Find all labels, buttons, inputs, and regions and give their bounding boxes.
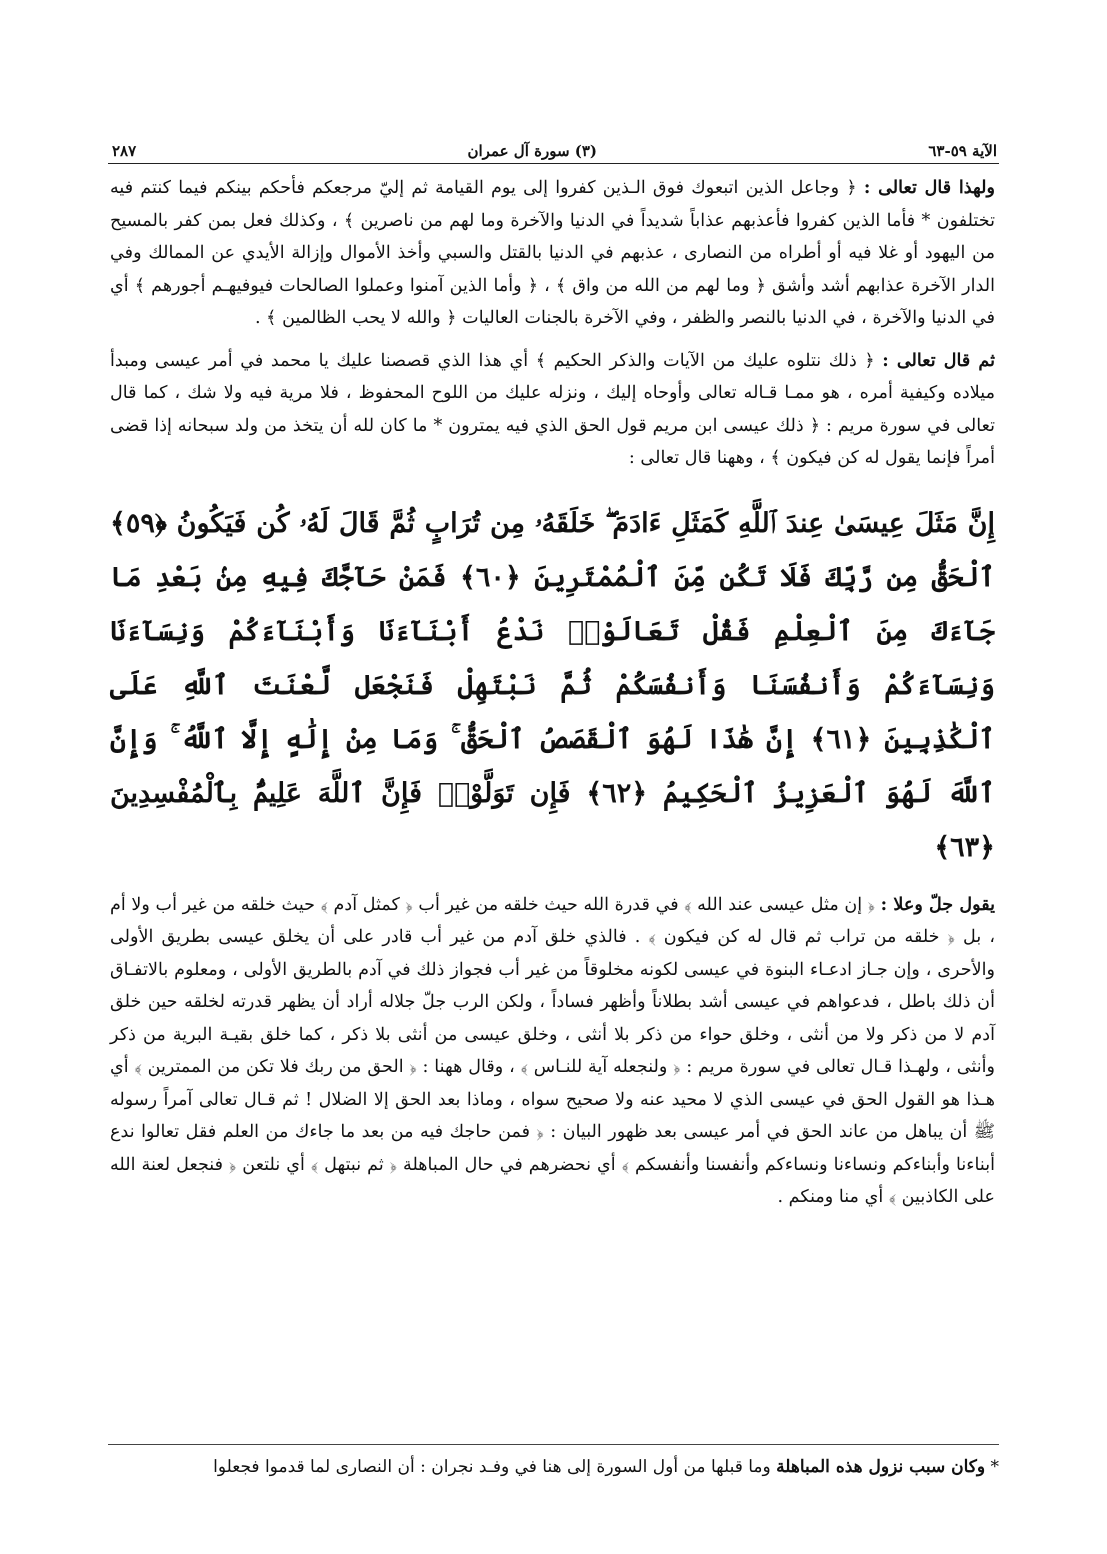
- surah-title: (٣) سورة آل عمران: [467, 142, 598, 160]
- commentary-text: ﴿ إن مثل عيسى عند الله ﴾ في قدرة الله حيث خلقه من غير أب ﴿ كمثل آدم ﴾ حيث خلقه من غير أب ولا أم ، بل ﴿ خلقه من تراب ثم قال له كن فيكون ﴾ . فالذي خلق آدم من غير أب قادر على أن يخلق عيسى بطريق الأولى والأحرى ، وإن جـاز ادعـاء البنوة في عيسى لكونه مخلوقاً من غير أب فجواز ذلك في آدم بالطريق الأولى ، ومعلوم بالاتفـاق أن ذلك باطل ، فدعواهم في عيسى أشد بطلاناً وأظهر فساداً ، ولكن الرب جلّ جلاله أراد أن يظهر قدرته لخلقه حين خلق آدم لا من ذكر ولا من أنثى ، وخلق حواء من ذكر بلا أنثى ، وخلق عيسى من أنثى بلا ذكر ، كما خلق بقيـة البرية من ذكر وأنثى ، ولهـذا قـال تعالى في سورة مريم : ﴿ ولنجعله آية للنـاس ﴾ ، وقال ههنا : ﴿ الحق من ربك فلا تكن من الممترين ﴾ أي هـذا هو القول الحق في عيسى الذي لا محيد عنه ولا صحيح سواه ، وماذا بعد الحق إلا الضلال ! ثم قـال تعالى آمراً رسوله ﷺ أن يباهل من عاند الحق في أمر عيسى بعد ظهور البيان : ﴿ فمن حاجك فيه من بعد ما جاءك من العلم فقل تعالوا ندع أبناءنا وأبناءكم ونساءنا ونساءكم وأنفسنا وأنفسكم ﴾ أي نحضرهم في حال المباهلة ﴿ ثم نبتهل ﴾ أي نلتعن ﴿ فنجعل لعنة الله على الكاذبين ﴾ أي منا ومنكم .: [110, 894, 995, 1207]
- footnote: [110, 1452, 999, 1482]
- paragraph-1-text: ﴿ وجاعل الذين اتبعوك فوق الـذين كفروا إلى يوم القيامة ثم إليّ مرجعكم فأحكم بينكم فيما كنتم فيه تختلفون * فأما الذين كفروا فأعذبهم عذاباً شديداً في الدنيا والآخرة وما لهم من ناصرين ﴾ ، وكذلك فعل بمن كفر بالمسيح من اليهود أو غلا فيه أو أطراه من النصارى ، عذبهم في الدنيا بالقتل والسبي وأخذ الأموال وإزالة الأيدي عن الممالك وفي الدار الآخرة عذابهم أشد وأشق ﴿ وما لهم من الله من واق ﴾ ، ﴿ وأما الذين آمنوا وعملوا الصالحات فيوفيهـم أجورهم ﴾ أي في الدنيا والآخرة ، في الدنيا بالنصر والظفر ، وفي الآخرة بالجنات العاليات ﴿ والله لا يحب الظالمين ﴾ .: [110, 178, 995, 328]
- quran-verses: إِنَّ مَثَلَ عِيسَىٰ عِندَ ٱللَّهِ كَمَثَلِ ءَادَمَ ۖ خَلَقَهُۥ مِن تُرَابٍ ثُمَّ قَالَ لَهُۥ كُن فَيَكُونُ ﴿٥٩﴾ ٱلْحَقُّ مِن رَّبِّكَ فَلَا تَكُن مِّنَ ٱلْمُمْتَرِينَ ﴿٦٠﴾ فَمَنْ حَآجَّكَ فِيهِ مِنۢ بَعْدِ مَا جَآءَكَ مِنَ ٱلْعِلْمِ فَقُلْ تَعَالَوْا۟ نَدْعُ أَبْنَآءَنَا وَأَبْنَآءَكُمْ وَنِسَآءَنَا وَنِسَآءَكُمْ وَأَنفُسَنَا وَأَنفُسَكُمْ ثُمَّ نَبْتَهِلْ فَنَجْعَل لَّعْنَتَ ٱللَّهِ عَلَى ٱلْكَٰذِبِينَ ﴿٦١﴾ إِنَّ هَٰذَا لَهُوَ ٱلْقَصَصُ ٱلْحَقُّ ۚ وَمَا مِنْ إِلَٰهٍ إِلَّا ٱللَّهُ ۚ وَإِنَّ ٱللَّهَ لَهُوَ ٱلْعَزِيزُ ٱلْحَكِيمُ ﴿٦٢﴾ فَإِن تَوَلَّوْا۟ فَإِنَّ ٱللَّهَ عَلِيمٌۢ بِٱلْمُفْسِدِينَ ﴿٦٣﴾: [110, 507, 995, 863]
- footnote-marker: *: [990, 1457, 999, 1477]
- paragraph-2-text: ﴿ ذلك نتلوه عليك من الآيات والذكر الحكيم ﴾ أي هذا الذي قصصنا عليك يا محمد في أمر عيسى ومبدأ ميلاده وكيفية أمره ، هو ممـا قـاله تعالى وأوحاه إليك ، ونزله عليك من اللوح المحفوظ ، فلا مرية فيه ولا شك ، كما قال تعالى في سورة مريم : ﴿ ذلك عيسى ابن مريم قول الحق الذي فيه يمترون * ما كان لله أن يتخذ من ولد سبحانه إذا قضى أمراً فإنما يقول له كن فيكون ﴾ ، وههنا قال تعالى :: [110, 350, 995, 468]
- paragraph-1-lead: ولهذا قال تعالى :: [863, 177, 995, 198]
- commentary: [110, 889, 995, 1214]
- footnote-text: وما قبلها من أول السورة إلى هنا في وفـد نجران : أن النصارى لما قدموا فجعلوا: [213, 1457, 777, 1477]
- paragraph-2-lead: ثم قال تعالى :: [882, 349, 995, 371]
- paragraph-2: [110, 345, 995, 475]
- footnote-lead: وكان سبب نزول هذه المباهلة: [776, 1457, 986, 1477]
- header-rule: [108, 163, 999, 164]
- page-number: ٢٨٧: [112, 142, 137, 160]
- commentary-lead: يقول جلّ وعلا :: [880, 893, 995, 915]
- footnote-separator: [108, 1444, 999, 1445]
- page-body: [110, 172, 995, 1214]
- paragraph-1: [110, 172, 995, 335]
- verse-range: الآية ٥٩-٦٣: [928, 142, 997, 160]
- page-header: [112, 126, 997, 160]
